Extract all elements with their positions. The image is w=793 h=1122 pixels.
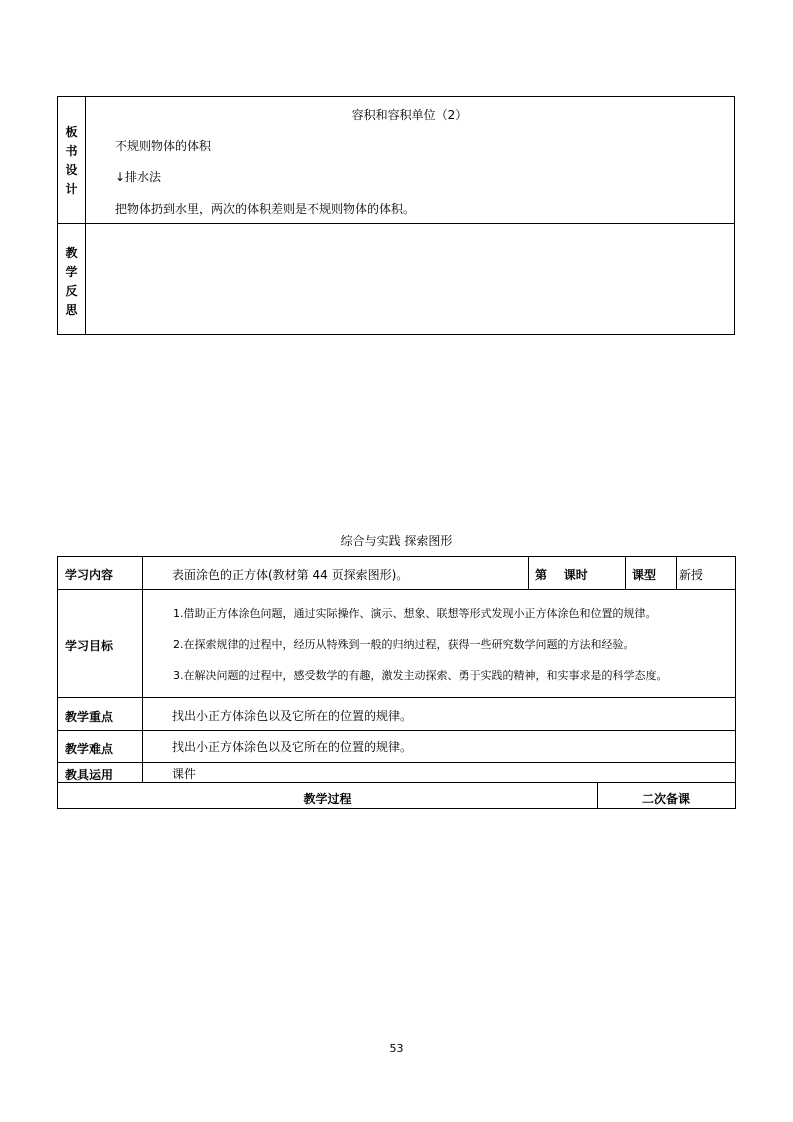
- key-point-label: 教学重点: [65, 710, 114, 724]
- board-line-1: 不规则物体的体积: [115, 139, 212, 153]
- table-divider-vertical: [85, 97, 86, 334]
- difficulty-value: 找出小正方体涂色以及它所在的位置的规律。: [172, 740, 413, 754]
- difficulty-label: 教学难点: [65, 742, 114, 756]
- goal-item: 1.借助正方体涂色问题，通过实际操作、演示、想象、联想等形式发现小正方体涂色和位置的规律。: [173, 607, 657, 620]
- goals-label: 学习目标: [65, 639, 114, 653]
- row-divider: [58, 589, 735, 590]
- tools-label: 教具运用: [65, 768, 114, 782]
- key-point-value: 找出小正方体涂色以及它所在的位置的规律。: [172, 709, 413, 723]
- type-value: 新授: [679, 568, 704, 582]
- goal-item: 2.在探索规律的过程中，经历从特殊到一般的归纳过程，获得一些研究数学问题的方法和经验。: [173, 638, 635, 651]
- board-design-label: 板 书 设 计: [65, 125, 78, 196]
- col-divider: [676, 557, 677, 589]
- content-label: 学习内容: [65, 568, 114, 582]
- board-design-table: [57, 96, 735, 335]
- goal-item: 3.在解决问题的过程中，感受数学的有趣，激发主动探索、勇于实践的精神，和实事求是的科学态度。: [173, 669, 668, 682]
- row-divider: [58, 730, 735, 731]
- tools-value: 课件: [172, 767, 197, 781]
- page-number: 53: [389, 1042, 404, 1055]
- board-title: 容积和容积单位（2）: [351, 108, 468, 122]
- type-label: 课型: [632, 568, 657, 582]
- section-title: 综合与实践 探索图形: [340, 534, 453, 548]
- col-divider: [142, 557, 143, 782]
- col-divider: [625, 557, 626, 589]
- board-line-2: ↓排水法: [115, 170, 162, 184]
- col-divider: [528, 557, 529, 589]
- lesson-plan-table: [57, 556, 736, 809]
- row-divider: [58, 782, 735, 783]
- table-divider-horizontal: [58, 223, 734, 224]
- second-prep-label: 二次备课: [641, 792, 690, 806]
- process-label: 教学过程: [303, 792, 352, 806]
- period-label: 第 课时: [535, 568, 588, 582]
- row-divider: [58, 762, 735, 763]
- board-line-3: 把物体扔到水里，两次的体积差则是不规则物体的体积。: [115, 202, 416, 216]
- row-divider: [58, 697, 735, 698]
- content-value: 表面涂色的正方体(教材第 44 页探索图形)。: [172, 568, 409, 582]
- reflection-label: 教 学 反 思: [65, 246, 78, 317]
